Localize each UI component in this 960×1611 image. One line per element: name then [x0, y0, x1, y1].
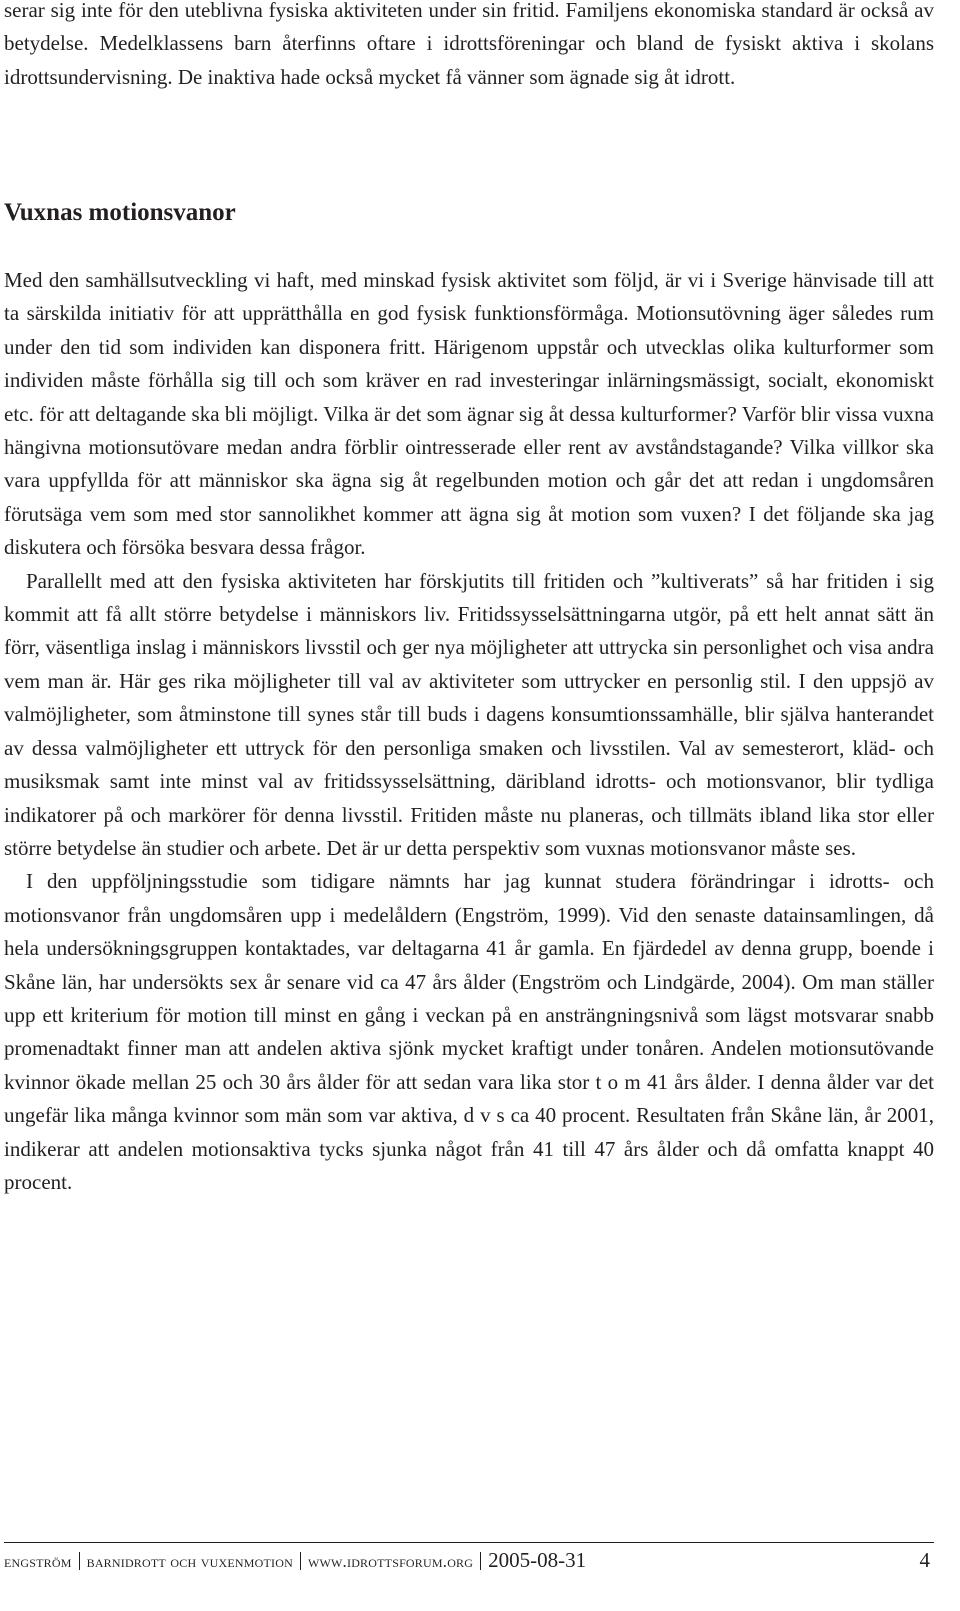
footer-site: www.idrottsforum.org — [307, 1552, 474, 1571]
page-number: 4 — [919, 1548, 930, 1572]
page-footer — [4, 1542, 934, 1588]
footer-divider — [79, 1552, 80, 1570]
paragraph-3: I den uppföljningsstudie som tidigare nämnts har jag kunnat studera förändringar i idrotts- och motionsvanor från ungdomsåren upp i medelåldern (Engström, 1999). Vid den senaste datainsamlingen, då hela undersökningsgruppen kontaktades, var deltagarna 41 år gamla. En fjärdedel av denna grupp, boende i Skåne län, har undersökts sex år senare vid ca 47 års ålder (Engström och Lindgärde, 2004). Om man ställer upp ett kriterium för motion till minst en gång i veckan på en ansträngningsnivå som lägst motsvarar snabb promenadtakt finner man att andelen aktiva sjönk mycket kraftigt under tonåren. Andelen motionsutövande kvinnor ökade mellan 25 och 30 års ålder för att sedan vara lika stor t o m 41 års ålder. I denna ålder var det ungefär lika många kvinnor som män som var aktiva, d v s ca 40 procent. Resultaten från Skåne län, år 2001, indikerar att andelen motionsaktiva tycks sjunka något från 41 till 47 års ålder och då omfatta knappt 40 procent. — [4, 869, 934, 1194]
footer-divider — [300, 1552, 301, 1570]
footer-divider — [480, 1552, 481, 1570]
footer-date: 2005-08-31 — [488, 1548, 587, 1572]
footer-author: engström — [4, 1552, 72, 1571]
paragraph-1: Med den samhällsutveckling vi haft, med minskad fysisk aktivitet som följd, är vi i Sverige hänvisade till att ta särskilda initiativ för att upprätthålla en god fysisk funktionsförmåga. Motionsutövning äger således rum under den tid som individen kan disponera fritt. Härigenom uppstår och utvecklas olika kulturformer som individen måste förhålla sig till och som kräver en rad investeringar inlärningsmässigt, socialt, ekonomiskt etc. för att deltagande ska bli möjligt. Vilka är det som ägnar sig åt dessa kulturformer? Varför blir vissa vuxna hängivna motionsutövare medan andra förblir ointresserade eller rent av avståndstagande? Vilka villkor ska vara uppfyllda för att människor ska ägna sig åt regelbunden motion och går det att redan i ungdomsåren förutsäga vem som med stor sannolikhet kommer att ägna sig åt motion som vuxen? I det följande ska jag diskutera och försöka besvara dessa frågor. — [4, 268, 934, 560]
intro-paragraph: serar sig inte för den uteblivna fysiska aktiviteten under sin fritid. Familjens ekonomiska standard är också av betydelse. Medelklassens barn återfinns oftare i idrottsföreningar och bland de fysiskt aktiva i skolans idrottsundervisning. De inaktiva hade också mycket få vänner som ägnade sig åt idrott. — [4, 0, 934, 89]
paragraph-2: Parallellt med att den fysiska aktiviteten har förskjutits till fritiden och ”kultiverats” så har fritiden i sig kommit att få allt större betydelse i människors liv. Fritidssysselsättningarna utgör, på ett helt annat sätt än förr, väsentliga inslag i människors livsstil och ger nya möjligheter att uttrycka sin personlighet och visa andra vem man är. Här ges rika möjligheter till val av aktiviteter som uttrycker en personlig stil. I den uppsjö av valmöjligheter, som åtminstone till synes står till buds i dagens konsumtionssamhälle, blir själva hanterandet av dessa valmöjligheter ett uttryck för den personliga smaken och livsstilen. Val av semesterort, kläd- och musiksmak samt inte minst val av fritidssysselsättning, däribland idrotts- och motionsvanor, blir tydliga indikatorer på och markörer för denna livsstil. Fritiden måste nu planeras, och tillmäts ibland lika stor eller större betydelse än studier och arbete. Det är ur detta perspektiv som vuxnas motionsvanor måste ses. — [4, 568, 934, 860]
section-heading: Vuxnas motionsvanor — [4, 199, 236, 226]
footer-title: barnidrott och vuxenmotion — [86, 1552, 293, 1571]
section-body — [4, 264, 934, 1199]
